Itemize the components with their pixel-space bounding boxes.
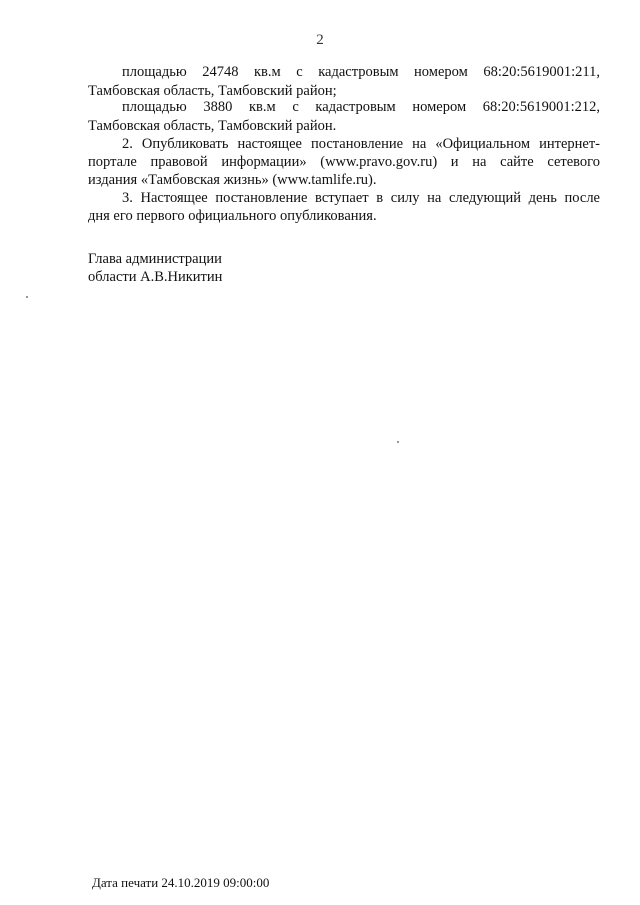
scan-speck: [26, 296, 28, 298]
paragraph-2-line-3: издания «Тамбовская жизнь» (www.tamlife.ru).: [88, 172, 377, 188]
signatory-name: области А.В.Никитин: [88, 269, 223, 285]
parcel-2-line-2: Тамбовская область, Тамбовский район.: [88, 118, 337, 134]
parcel-2-line-1: площадью 3880 кв.м с кадастровым номером 68:20:5619001:212,: [122, 99, 600, 115]
scan-speck: [397, 441, 399, 443]
paragraph-2-line-2: портале правовой информации» (www.pravo.gov.ru) и на сайте сетевого: [88, 154, 600, 170]
page-number: 2: [316, 32, 324, 48]
print-date: Дата печати 24.10.2019 09:00:00: [92, 875, 270, 890]
parcel-1-line-1: площадью 24748 кв.м с кадастровым номером 68:20:5619001:211,: [122, 64, 600, 80]
parcel-1-line-2: Тамбовская область, Тамбовский район;: [88, 83, 337, 99]
paragraph-2-line-1: 2. Опубликовать настоящее постановление на «Официальном интернет-: [122, 136, 600, 152]
paragraph-3-line-1: 3. Настоящее постановление вступает в силу на следующий день после: [122, 190, 600, 206]
paragraph-3-line-2: дня его первого официального опубликования.: [88, 208, 377, 224]
signatory-position: Глава администрации: [88, 251, 222, 267]
